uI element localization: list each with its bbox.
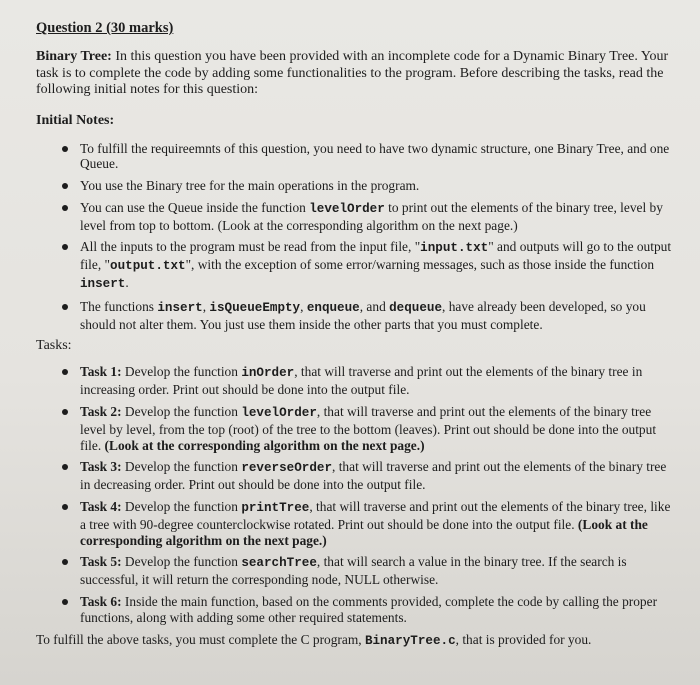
note-item: You can use the Queue inside the function levelOrder to print out the elements of the binary tree, level by level from top to bottom. (Look at the corresponding algorithm on the next page.) (60, 200, 678, 234)
code-term: levelOrder (241, 406, 317, 421)
code-term: dequeue (389, 300, 443, 315)
code-term: reverseOrder (241, 461, 333, 476)
task-label: Task 4: (80, 499, 122, 515)
code-term: inOrder (241, 366, 295, 381)
task-label: Task 1: (80, 364, 122, 380)
task-label: Task 6: (80, 594, 122, 610)
code-term: output.txt (110, 259, 186, 274)
task-item: Task 5: Develop the function searchTree, that will search a value in the binary tree. If the search is successful, it will return the corresponding node, NULL otherwise. (60, 554, 678, 588)
task-label: Task 5: (80, 554, 122, 570)
note-item: To fulfill the requireemnts of this question, you need to have two dynamic structure, one Binary Tree, and one Queue. (60, 141, 678, 173)
task-label: Task 3: (80, 459, 122, 475)
code-term: isQueueEmpty (209, 300, 301, 315)
code-term: BinaryTree.c (364, 633, 456, 648)
note-item: You use the Binary tree for the main operations in the program. (60, 178, 678, 194)
tasks-list (36, 364, 678, 625)
code-term: printTree (241, 501, 310, 516)
task-item: Task 2: Develop the function levelOrder, that will traverse and print out the elements of the binary tree level by level, from the top (root) of the tree to the bottom (leaves). Print out should be done into the output file. (Look at the corresponding algorithm on the next page.) (60, 404, 678, 453)
note-item: All the inputs to the program must be read from the input file, "input.txt" and outputs will go to the output file, "output.txt", with the exception of some error/warning messages, such as those inside the function insert. (60, 239, 678, 292)
notes-list (36, 141, 678, 333)
task-item: Task 1: Develop the function inOrder, that will traverse and print out the elements of the binary tree in increasing order. Print out should be done into the output file. (60, 364, 678, 398)
question-title: Question 2 (30 marks) (36, 20, 174, 36)
code-term: levelOrder (309, 201, 385, 216)
tasks-heading: Tasks: (36, 338, 72, 354)
code-term: insert (157, 300, 203, 315)
task-label: Task 2: (80, 404, 122, 420)
note-item: The functions insert, isQueueEmpty, enqueue, and dequeue, have already been developed, so you should not alter them. You just use them inside the other parts that you must complete. (60, 299, 678, 333)
footer-paragraph: To fulfill the above tasks, you must complete the C program, BinaryTree.c, that is provided for you. (36, 631, 592, 648)
task-item: Task 6: Inside the main function, based on the comments provided, complete the code by calling the proper functions, along with adding some other required statements. (60, 594, 678, 626)
code-term: input.txt (420, 241, 489, 256)
task-item: Task 4: Develop the function printTree, that will traverse and print out the elements of the binary tree, like a tree with 90-degree counterclockwise rotated. Print out should be done into the output file. (Look at the corresponding algorithm on the next page.) (60, 499, 678, 548)
code-term: insert (80, 277, 126, 292)
code-term: searchTree (241, 556, 317, 571)
intro-paragraph (36, 49, 678, 99)
code-term: enqueue (306, 300, 360, 315)
initial-notes-heading: Initial Notes: (36, 112, 115, 128)
intro-text: In this question you have been provided with an incomplete code for a Dynamic Binary Tree. Your task is to complete the code by adding some functionalities to the program. Before describing the tasks, read the following initial notes for this question: (36, 49, 669, 97)
intro-label: Binary Tree: (36, 49, 112, 64)
task-item: Task 3: Develop the function reverseOrder, that will traverse and print out the elements of the binary tree in decreasing order. Print out should be done into the output file. (60, 459, 678, 493)
